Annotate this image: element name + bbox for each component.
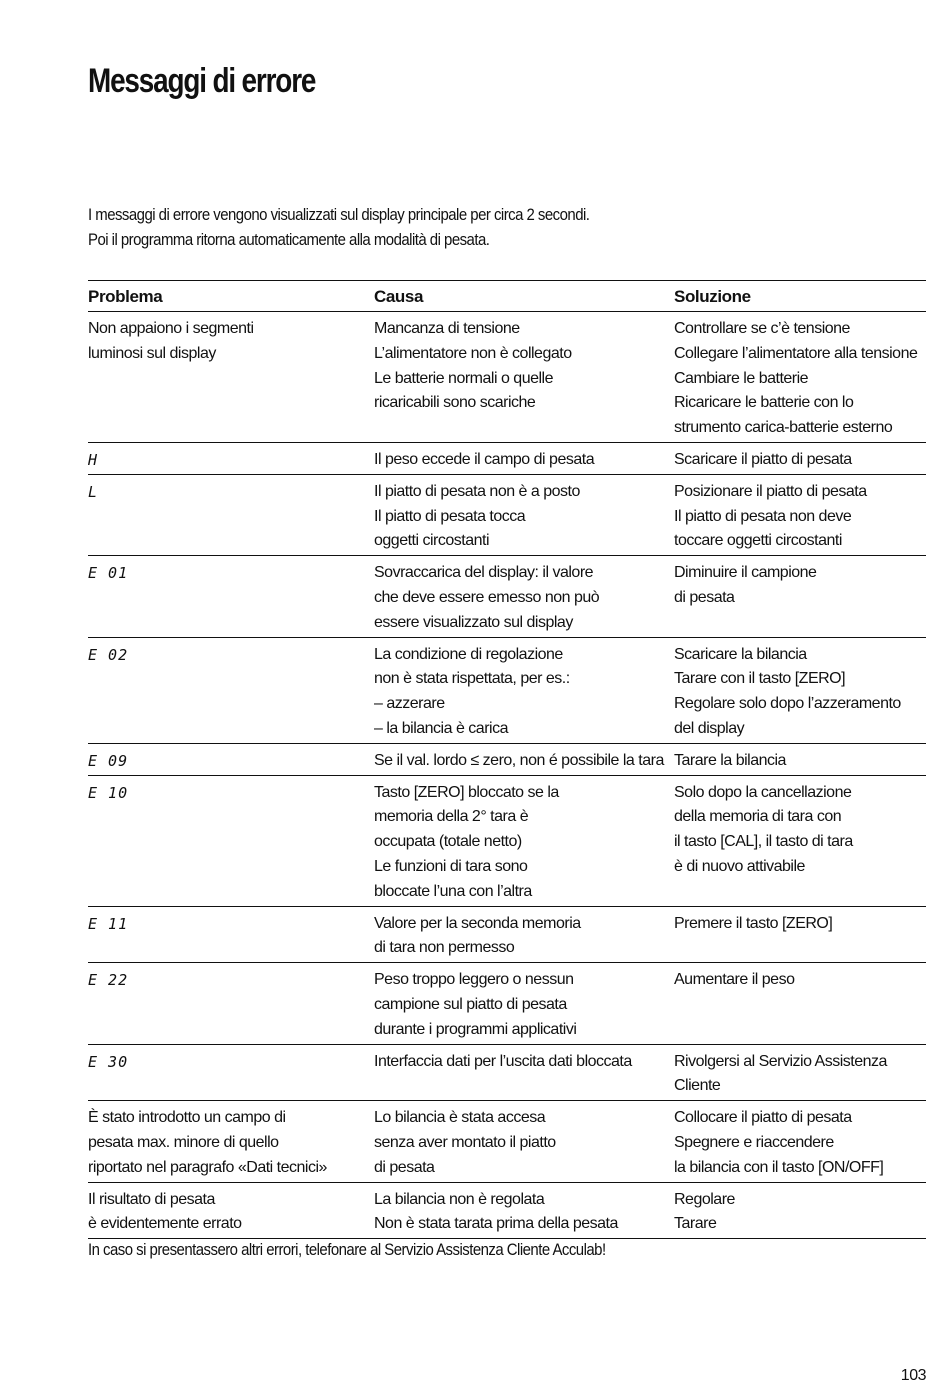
solution-cell: Controllare se c’è tensione Collegare l’alimentatore alla tensione Cambiare le batterie Ricaricare le batterie con lo strumento carica-batterie esterno xyxy=(674,320,918,437)
cause-cell: Peso troppo leggero o nessun campione sul piatto di pesata durante i programmi applicativi xyxy=(374,971,577,1038)
column-header-cause: Causa xyxy=(374,281,674,312)
table-row xyxy=(88,1101,926,1182)
solution-cell: Rivolgersi al Servizio Assistenza Cliente xyxy=(674,1052,887,1095)
error-code: E 30 xyxy=(88,1052,129,1071)
footer-note: In caso si presentassero altri errori, telefonare al Servizio Assistenza Cliente Acculab! xyxy=(88,1240,606,1259)
error-code: E 01 xyxy=(88,564,129,583)
cause-cell: Sovraccarica del display: il valore che deve essere emesso non può essere visualizzato sul display xyxy=(374,564,600,631)
cause-cell: Il peso eccede il campo di pesata xyxy=(374,450,595,468)
problem-cell: Il risultato di pesata è evidentemente errato xyxy=(88,1190,242,1233)
cause-cell: Il piatto di pesata non è a posto Il piatto di pesata tocca oggetti circostanti xyxy=(374,482,580,550)
cause-cell: Valore per la seconda memoria di tara non permesso xyxy=(374,914,581,957)
table-row xyxy=(88,637,926,743)
cause-cell: La condizione di regolazione non è stata rispettata, per es.: – azzerare – la bilancia è carica xyxy=(374,645,570,737)
cause-cell: Se il val. lordo ≤ zero, non é possibile la tara xyxy=(374,751,664,769)
column-header-solution: Soluzione xyxy=(674,281,926,312)
table-row xyxy=(88,442,926,474)
solution-cell: Collocare il piatto di pesata Spegnere e riaccendere la bilancia con il tasto [ON/OFF] xyxy=(674,1109,884,1176)
error-code: E 10 xyxy=(88,783,129,802)
table-row xyxy=(88,1182,926,1239)
table-row xyxy=(88,474,926,555)
intro-text xyxy=(88,202,660,252)
cause-cell: Tasto [ZERO] bloccato se la memoria della 2° tara è occupata (totale netto) Le funzioni di tara sono bloccate l’una con l’altra xyxy=(374,783,559,900)
solution-cell: Aumentare il peso xyxy=(674,971,795,989)
problem-cell: È stato introdotto un campo di pesata max. minore di quello riportato nel paragrafo «Dati tecnici» xyxy=(88,1109,327,1176)
intro-line: Poi il programma ritorna automaticamente alla modalità di pesata. xyxy=(88,230,490,249)
solution-cell: Solo dopo la cancellazione della memoria di tara con il tasto [CAL], il tasto di tara è di nuovo attivabile xyxy=(674,783,853,875)
page-number: 103 xyxy=(900,1367,926,1384)
solution-cell: Regolare Tarare xyxy=(674,1190,735,1233)
error-code: E 22 xyxy=(88,971,129,990)
solution-cell: Scaricare il piatto di pesata xyxy=(674,450,852,468)
table-row xyxy=(88,775,926,906)
solution-cell: Posizionare il piatto di pesata Il piatto di pesata non deve toccare oggetti circostanti xyxy=(674,482,867,550)
error-messages-table xyxy=(88,280,926,1239)
table-header-row xyxy=(88,281,926,312)
error-code: E 09 xyxy=(88,751,129,770)
column-header-problem: Problema xyxy=(88,281,374,312)
table-row xyxy=(88,963,926,1044)
table-row xyxy=(88,906,926,963)
cause-cell: La bilancia non è regolata Non è stata tarata prima della pesata xyxy=(374,1190,618,1233)
cause-cell: Interfaccia dati per l’uscita dati bloccata xyxy=(374,1052,632,1070)
error-code: E 02 xyxy=(88,645,129,664)
table-row xyxy=(88,1044,926,1101)
cause-cell: Lo bilancia è stata accesa senza aver montato il piatto di pesata xyxy=(374,1109,556,1176)
page-title: Messaggi di errore xyxy=(88,62,316,100)
table-row xyxy=(88,743,926,775)
solution-cell: Diminuire il campione di pesata xyxy=(674,564,817,606)
solution-cell: Scaricare la bilancia Tarare con il tasto [ZERO] Regolare solo dopo l’azzeramento del display xyxy=(674,645,901,737)
error-code: E 11 xyxy=(88,914,129,933)
solution-cell: Tarare la bilancia xyxy=(674,751,786,769)
solution-cell: Premere il tasto [ZERO] xyxy=(674,914,833,932)
cause-cell: Mancanza di tensione L’alimentatore non è collegato Le batterie normali o quelle ricaricabili sono scariche xyxy=(374,320,572,412)
table-row xyxy=(88,556,926,637)
error-code: H xyxy=(88,450,99,469)
error-code: L xyxy=(88,482,99,501)
problem-cell: Non appaiono i segmenti luminosi sul display xyxy=(88,320,254,362)
table-row xyxy=(88,312,926,443)
intro-line: I messaggi di errore vengono visualizzati sul display principale per circa 2 secondi. xyxy=(88,205,590,224)
